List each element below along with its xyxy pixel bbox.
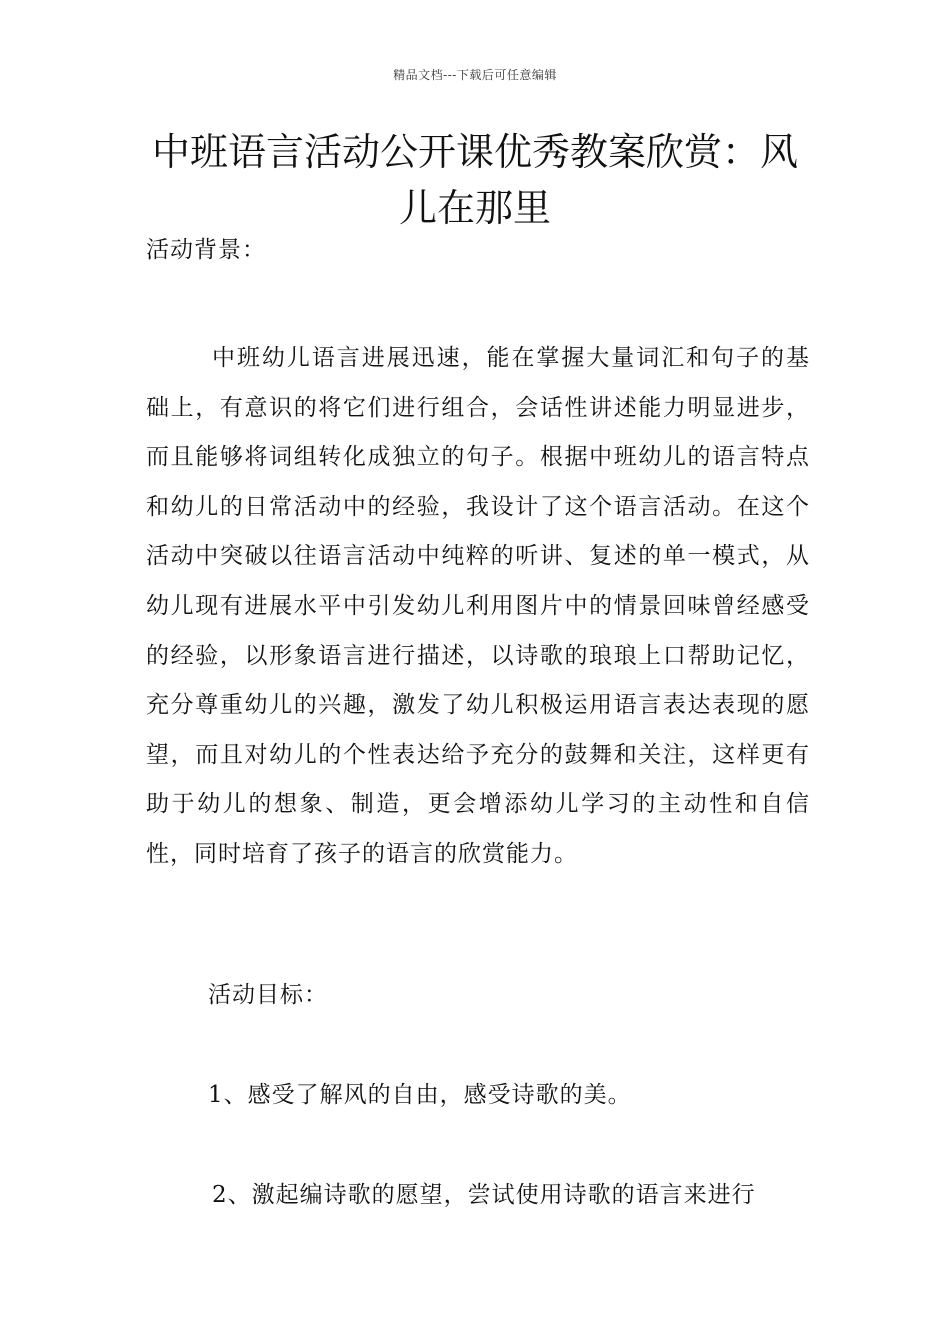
background-paragraph: 中班幼儿语言进展迅速，能在掌握大量词汇和句子的基础上，有意识的将它们进行组合，会话性讲述能力明显进步，而且能够将词组转化成独立的句子。根据中班幼儿的语言特点和幼儿的日常活动中的经验，我设计了这个语言活动。在这个活动中突破以往语言活动中纯粹的听讲、复述的单一模式，从幼儿现有进展水平中引发幼儿利用图片中的情景回味曾经感受的经验，以形象语言进行描述，以诗歌的琅琅上口帮助记忆，充分尊重幼儿的兴趣，激发了幼儿积极运用语言表达表现的愿望，而且对幼儿的个性表达给予充分的鼓舞和关注，这样更有助于幼儿的想象、制造，更会增添幼儿学习的主动性和自信性，同时培育了孩子的语言的欣赏能力。: [146, 345, 810, 867]
section-heading-background: 活动背景：: [146, 237, 266, 263]
document-title: 中班语言活动公开课优秀教案欣赏：风儿在那里: [151, 130, 798, 230]
goal-item-2: 2、激起编诗歌的愿望，尝试使用诗歌的语言来进行: [212, 1182, 756, 1208]
header-note: 精品文档---下载后可任意编辑: [393, 68, 557, 82]
section-heading-goals: 活动目标：: [208, 982, 328, 1008]
goal-item-1: 1、感受了解风的自由，感受诗歌的美。: [208, 1082, 632, 1108]
